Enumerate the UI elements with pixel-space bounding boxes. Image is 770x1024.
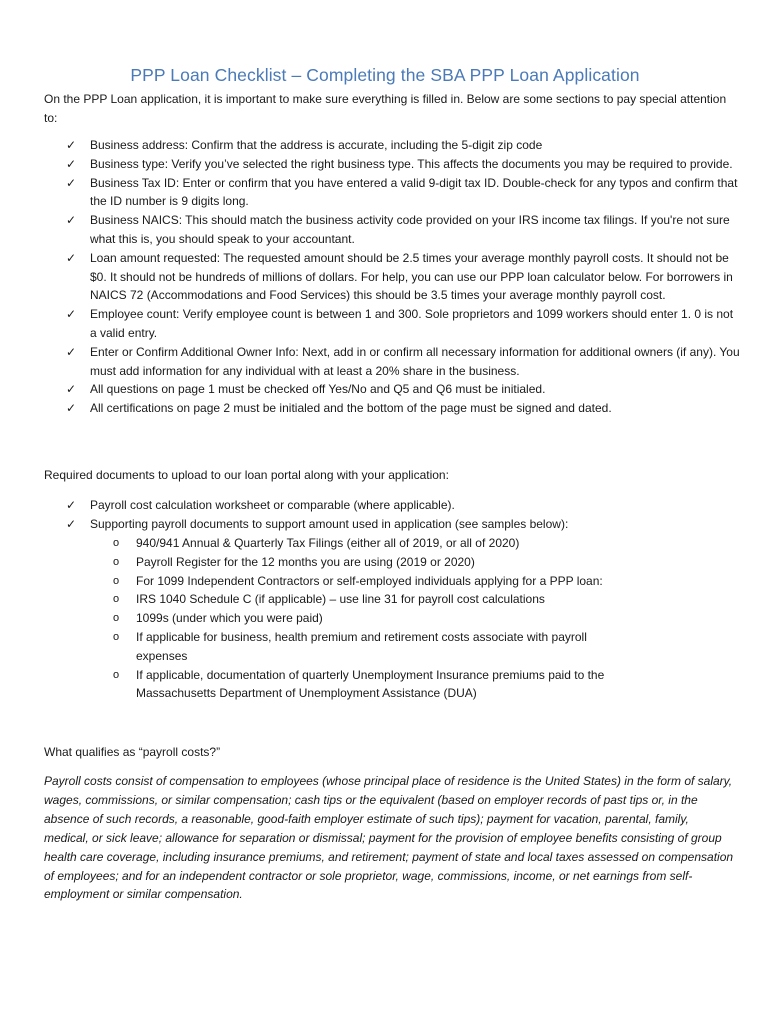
circle-bullet-icon: o [113, 555, 120, 568]
checklist-item [0, 249, 740, 305]
sub-list-item [0, 666, 636, 704]
sub-list-item-text: If applicable, documentation of quarterly Unemployment Insurance premiums paid to the Massachusetts Department of Unemployment Assistance (DUA) [136, 667, 605, 701]
checkmark-icon: ✓ [66, 213, 77, 228]
checklist-item [0, 211, 740, 249]
checkmark-icon: ✓ [66, 175, 77, 190]
checklist-item-text: All certifications on page 2 must be initialed and the bottom of the page must be signed and dated. [90, 401, 612, 416]
checkmark-icon: ✓ [66, 344, 77, 359]
checklist-item-text: Business Tax ID: Enter or confirm that you have entered a valid 9-digit tax ID. Double-check for any typos and confirm that the ID number is 9 digits long. [90, 175, 738, 209]
intro-paragraph: On the PPP Loan application, it is important to make sure everything is filled in. Below are some sections to pay special attention to: [44, 92, 727, 125]
page-title: PPP Loan Checklist – Completing the SBA PPP Loan Application [130, 65, 640, 85]
circle-bullet-icon: o [113, 668, 120, 681]
sub-list-item [0, 572, 636, 591]
checklist-item-text: Loan amount requested: The requested amount should be 2.5 times your average monthly payroll costs. It should not be $0. It should not be hundreds of millions of dollars. For help, you can use our PPP loan calculator below. For borrowers in NAICS 72 (Accommodations and Food Services) this should be 3.5 times your average monthly payroll cost. [90, 250, 733, 303]
supporting-documents-list [0, 534, 770, 703]
checklist-item [0, 305, 740, 343]
checklist-item-text: Business address: Confirm that the address is accurate, including the 5-digit zip code [90, 138, 543, 152]
checklist-item [0, 399, 740, 418]
checkmark-icon: ✓ [66, 156, 77, 171]
sub-list-item-text: IRS 1040 Schedule C (if applicable) – use line 31 for payroll cost calculations [136, 592, 545, 607]
checklist-item [0, 136, 740, 155]
checklist-item [0, 155, 740, 174]
checkmark-icon: ✓ [66, 307, 77, 322]
sections-checklist [0, 136, 770, 418]
required-documents-heading: Required documents to upload to our loan portal along with your application: [44, 468, 449, 482]
circle-bullet-icon: o [113, 630, 120, 643]
checkmark-icon: ✓ [66, 401, 77, 416]
sub-list-item [0, 553, 636, 572]
sub-list-item-text: 940/941 Annual & Quarterly Tax Filings (either all of 2019, or all of 2020) [136, 536, 520, 550]
sub-list-item-text: If applicable for business, health premium and retirement costs associate with payroll expenses [136, 629, 587, 663]
sub-list-item [0, 590, 636, 609]
required-documents-list [0, 496, 770, 534]
checklist-item [0, 515, 740, 534]
circle-bullet-icon: o [113, 574, 120, 587]
checkmark-icon: ✓ [66, 250, 77, 265]
payroll-costs-definition: Payroll costs consist of compensation to employees (whose principal place of residence is the United States) in the form of salary, wages, commissions, or similar compensation; cash tips or the equivalent (based on employer records of past tips or, in the absence of such records, a reasonable, good-faith employer estimate of such tips); payment for vacation, parental, family, medical, or sick leave; allowance for separation or dismissal; payment for the provision of employee benefits consisting of group health care coverage, including insurance premiums, and retirement; payment of state and local taxes assessed on compensation of employees; and for an independent contractor or sole proprietor, wage, commissions, income, or net earnings from self-employment or similar compensation. [44, 774, 734, 902]
sub-list-item [0, 628, 636, 666]
circle-bullet-icon: o [113, 537, 120, 549]
checklist-item-text: Supporting payroll documents to support amount used in application (see samples below): [90, 516, 569, 531]
checklist-item [0, 496, 740, 515]
checkmark-icon: ✓ [66, 382, 77, 397]
circle-bullet-icon: o [113, 612, 120, 625]
checklist-item-text: Enter or Confirm Additional Owner Info: Next, add in or confirm all necessary information for additional owners (if any). You must add information for any individual with at least a 20% share in the business. [90, 344, 740, 378]
checkmark-icon: ✓ [66, 498, 77, 512]
sub-list-item [0, 609, 636, 628]
circle-bullet-icon: o [113, 593, 120, 606]
checklist-item-text: All questions on page 1 must be checked off Yes/No and Q5 and Q6 must be initialed. [90, 382, 546, 397]
checklist-item-text: Payroll cost calculation worksheet or comparable (where applicable). [90, 498, 455, 512]
checklist-item-text: Business NAICS: This should match the business activity code provided on your IRS income tax filings. If you're not sure what this is, you should speak to your accountant. [90, 213, 730, 246]
sub-list-item-text: For 1099 Independent Contractors or self-employed individuals applying for a PPP loan: [136, 573, 603, 588]
checklist-item [0, 380, 740, 399]
checklist-item [0, 343, 740, 381]
checklist-item-text: Employee count: Verify employee count is between 1 and 300. Sole proprietors and 1099 workers should enter 1. 0 is not a valid entry. [90, 307, 734, 340]
sub-list-item [0, 534, 636, 553]
checkmark-icon: ✓ [66, 138, 77, 152]
sub-list-item-text: Payroll Register for the 12 months you are using (2019 or 2020) [136, 554, 475, 569]
sub-list-item-text: 1099s (under which you were paid) [136, 611, 323, 626]
checkmark-icon: ✓ [66, 516, 77, 531]
checklist-item [0, 174, 740, 212]
checklist-item-text: Business type: Verify you’ve selected the right business type. This affects the documents you may be required to provide. [90, 156, 733, 171]
payroll-costs-question: What qualifies as “payroll costs?” [44, 745, 221, 759]
